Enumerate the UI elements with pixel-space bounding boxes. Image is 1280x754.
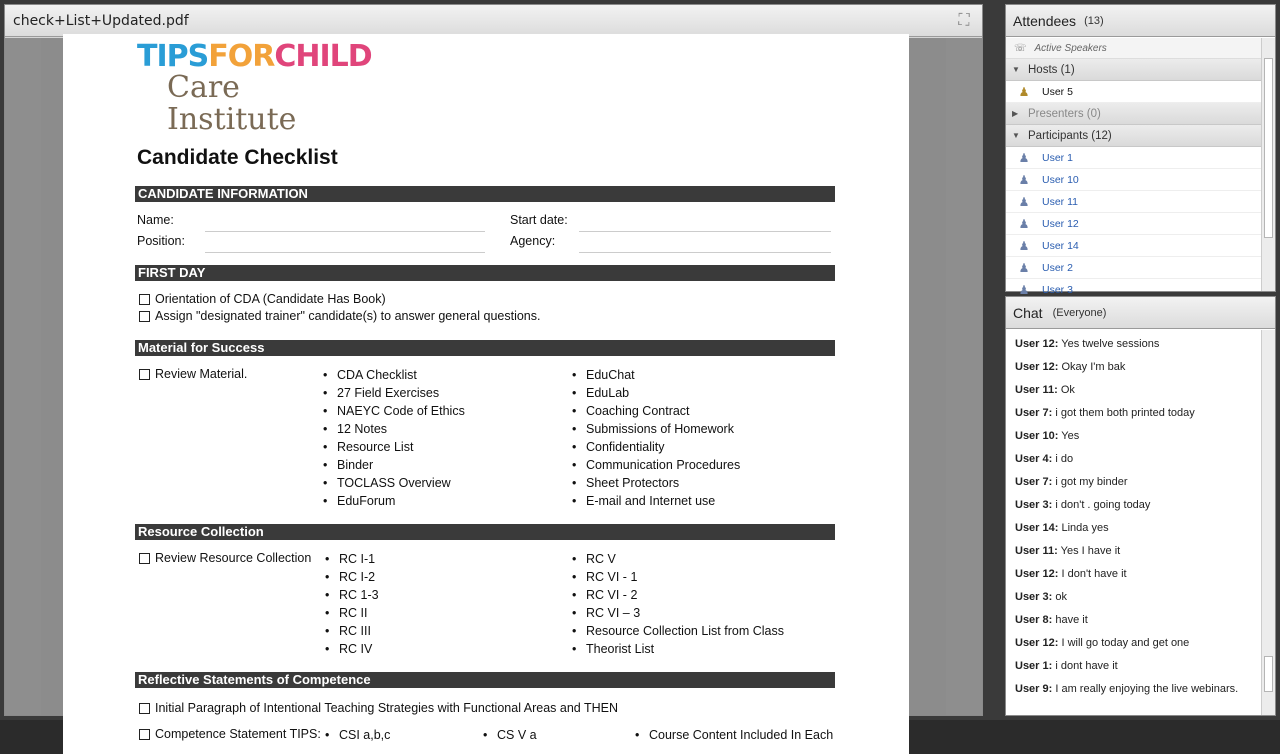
- checkbox: [139, 729, 150, 740]
- expand-triangle-icon: ▼: [1012, 131, 1020, 140]
- chat-scope: (Everyone): [1052, 306, 1107, 319]
- attendee-name: User 14: [1042, 239, 1079, 252]
- name-field-line: [205, 231, 485, 232]
- resource-list-col1: [325, 550, 379, 658]
- participant-user-icon: ♟: [1018, 150, 1030, 165]
- start-date-field-line: [579, 231, 831, 232]
- chat-message: [1006, 425, 1261, 448]
- chat-message: [1006, 494, 1261, 517]
- chat-message: [1006, 655, 1261, 678]
- participant-user-icon: ♟: [1018, 238, 1030, 253]
- list-item: • Theorist List: [572, 640, 784, 658]
- message-sender: User 4:: [1015, 453, 1053, 465]
- document-viewport[interactable]: [5, 38, 982, 742]
- chat-header: [1006, 297, 1275, 329]
- message-sender: User 12:: [1015, 637, 1059, 649]
- attendees-scrollbar[interactable]: [1261, 38, 1275, 291]
- message-sender: User 3:: [1015, 591, 1053, 603]
- pdf-page: [63, 34, 909, 754]
- chat-message: [1006, 609, 1261, 632]
- message-text: have it: [1055, 614, 1088, 626]
- message-text: Yes: [1061, 430, 1080, 442]
- attendee-row[interactable]: [1006, 81, 1261, 103]
- participant-user-icon: ♟: [1018, 260, 1030, 275]
- message-sender: User 3:: [1015, 499, 1053, 511]
- message-sender: User 7:: [1015, 476, 1053, 488]
- message-text: i do: [1055, 453, 1074, 465]
- chat-scrollbar[interactable]: [1261, 330, 1275, 715]
- message-text: Yes twelve sessions: [1061, 338, 1160, 350]
- attendee-name: User 2: [1042, 261, 1073, 274]
- list-item: • RC 1-3: [325, 586, 379, 604]
- resource-list-col2: [572, 550, 784, 658]
- attendee-name: User 12: [1042, 217, 1079, 230]
- group-participants[interactable]: [1006, 125, 1261, 147]
- chat-message: [1006, 333, 1261, 356]
- section-first-day: FIRST DAY: [135, 265, 835, 281]
- list-item: • Coaching Contract: [572, 402, 740, 420]
- first-day-item: Orientation of CDA (Candidate Has Book): [155, 292, 386, 306]
- list-item: • EduChat: [572, 366, 740, 384]
- attendee-row[interactable]: [1006, 147, 1261, 169]
- field-label-start-date: Start date:: [510, 213, 568, 227]
- attendee-row[interactable]: [1006, 191, 1261, 213]
- chat-message: [1006, 379, 1261, 402]
- list-item: • EduForum: [323, 492, 465, 510]
- checkbox: [139, 311, 150, 322]
- chat-message: [1006, 586, 1261, 609]
- viewport-gutter-right: [946, 38, 982, 715]
- attendee-row[interactable]: [1006, 257, 1261, 279]
- attendee-name: User 1: [1042, 151, 1073, 164]
- list-item: • RC I-1: [325, 550, 379, 568]
- message-sender: User 12:: [1015, 361, 1059, 373]
- logo-text-for: FOR: [208, 39, 275, 74]
- checkbox: [139, 703, 150, 714]
- participant-user-icon: ♟: [1018, 282, 1030, 297]
- attendee-name: User 5: [1042, 85, 1073, 98]
- list-item: • Binder: [323, 456, 465, 474]
- message-sender: User 1:: [1015, 660, 1053, 672]
- message-sender: User 11:: [1015, 545, 1058, 557]
- attendee-name: User 10: [1042, 173, 1079, 186]
- message-text: I am really enjoying the live webinars.: [1055, 683, 1239, 695]
- reflective-item: Competence Statement TIPS:: [155, 727, 321, 741]
- list-item: • RC VI – 3: [572, 604, 784, 622]
- chat-message: [1006, 402, 1261, 425]
- participant-user-icon: ♟: [1018, 172, 1030, 187]
- list-item: • NAEYC Code of Ethics: [323, 402, 465, 420]
- list-item: • EduLab: [572, 384, 740, 402]
- agency-field-line: [579, 252, 831, 253]
- checkbox: [139, 553, 150, 564]
- list-item: • CDA Checklist: [323, 366, 465, 384]
- material-list-col2: [572, 366, 740, 510]
- list-item: • Resource List: [323, 438, 465, 456]
- tips-for-child-logo: [137, 39, 377, 137]
- scrollbar-thumb[interactable]: [1264, 656, 1273, 692]
- list-item: • RC V: [572, 550, 784, 568]
- phone-icon: ☏: [1014, 42, 1027, 54]
- message-text: i don't . going today: [1055, 499, 1151, 511]
- fullscreen-icon[interactable]: ⛶: [958, 11, 970, 29]
- attendees-title: Attendees: [1013, 12, 1077, 29]
- attendees-count: (13): [1084, 14, 1104, 27]
- list-item: • RC IV: [325, 640, 379, 658]
- participant-user-icon: ♟: [1018, 216, 1030, 231]
- material-check-label: Review Material.: [155, 367, 248, 381]
- field-label-agency: Agency:: [510, 234, 556, 248]
- section-reflective-statements: Reflective Statements of Competence: [135, 672, 835, 688]
- attendee-name: User 3: [1042, 283, 1073, 296]
- resource-check-label: Review Resource Collection: [155, 551, 312, 565]
- first-day-item: Assign "designated trainer" candidate(s) to answer general questions.: [155, 309, 541, 323]
- reflective-bullet: [325, 726, 390, 744]
- message-text: Ok: [1060, 384, 1075, 396]
- list-item: • Confidentiality: [572, 438, 740, 456]
- active-speakers-row: [1006, 38, 1261, 59]
- material-list-col1: [323, 366, 465, 510]
- section-resource-collection: Resource Collection: [135, 524, 835, 540]
- message-text: Yes I have it: [1060, 545, 1121, 557]
- checkbox: [139, 294, 150, 305]
- chat-message: [1006, 563, 1261, 586]
- message-text: i got my binder: [1055, 476, 1128, 488]
- list-item: • Communication Procedures: [572, 456, 740, 474]
- section-candidate-information: CANDIDATE INFORMATION: [135, 186, 835, 202]
- group-label: Hosts (1): [1028, 63, 1075, 76]
- checkbox: [139, 369, 150, 380]
- viewport-gutter-left: [5, 38, 41, 715]
- logo-text-tips: TIPS: [137, 39, 209, 74]
- list-item: • Submissions of Homework: [572, 420, 740, 438]
- attendees-pod: [1005, 4, 1276, 297]
- scrollbar-thumb[interactable]: [1264, 58, 1273, 238]
- message-text: ok: [1055, 591, 1067, 603]
- list-item: • RC III: [325, 622, 379, 640]
- section-material-for-success: Material for Success: [135, 340, 835, 356]
- chat-message: [1006, 448, 1261, 471]
- message-text: i dont have it: [1055, 660, 1118, 672]
- message-sender: User 12:: [1015, 338, 1059, 350]
- chat-message: [1006, 540, 1261, 563]
- chat-message: [1006, 517, 1261, 540]
- page-heading: Candidate Checklist: [137, 146, 338, 169]
- document-title: check+List+Updated.pdf: [13, 12, 189, 29]
- list-item: • TOCLASS Overview: [323, 474, 465, 492]
- message-sender: User 8:: [1015, 614, 1053, 626]
- message-sender: User 10:: [1015, 430, 1059, 442]
- chat-pod: [1005, 296, 1276, 716]
- active-speakers-label: Active Speakers: [1034, 42, 1107, 54]
- message-sender: User 11:: [1015, 384, 1058, 396]
- list-item: • Resource Collection List from Class: [572, 622, 784, 640]
- chat-message: [1006, 356, 1261, 379]
- list-item: • 27 Field Exercises: [323, 384, 465, 402]
- chat-message: [1006, 632, 1261, 655]
- attendee-row[interactable]: [1006, 169, 1261, 191]
- list-item: • RC VI - 2: [572, 586, 784, 604]
- list-item: • RC VI - 1: [572, 568, 784, 586]
- expand-triangle-icon: ▼: [1012, 65, 1020, 74]
- document-titlebar: [5, 5, 982, 37]
- chat-messages: [1006, 330, 1261, 715]
- list-item: • CSI a,b,c: [325, 726, 390, 744]
- list-item: • Course Content Included In Each: [635, 726, 833, 744]
- attendee-row[interactable]: [1006, 213, 1261, 235]
- message-sender: User 9:: [1015, 683, 1053, 695]
- list-item: • Sheet Protectors: [572, 474, 740, 492]
- attendee-name: User 11: [1042, 195, 1078, 208]
- reflective-item: Initial Paragraph of Intentional Teaching Strategies with Functional Areas and THEN: [155, 701, 619, 715]
- host-user-icon: ♟: [1018, 84, 1030, 99]
- attendees-header: [1006, 5, 1275, 37]
- position-field-line: [205, 252, 485, 253]
- list-item: • RC I-2: [325, 568, 379, 586]
- participant-user-icon: ♟: [1018, 194, 1030, 209]
- collapsed-triangle-icon: ▶: [1012, 109, 1019, 118]
- list-item: • E-mail and Internet use: [572, 492, 740, 510]
- message-sender: User 7:: [1015, 407, 1053, 419]
- attendee-row[interactable]: [1006, 235, 1261, 257]
- group-label: Presenters (0): [1028, 107, 1101, 120]
- field-label-name: Name:: [137, 213, 174, 227]
- chat-message: [1006, 678, 1261, 701]
- message-sender: User 12:: [1015, 568, 1059, 580]
- logo-subtitle: Care Institute: [167, 70, 297, 137]
- chat-title: Chat: [1013, 304, 1043, 321]
- message-text: I will go today and get one: [1061, 637, 1190, 649]
- field-label-position: Position:: [137, 234, 185, 248]
- logo-text-child: CHILD: [274, 39, 372, 74]
- list-item: • CS V a: [483, 726, 537, 744]
- list-item: • RC II: [325, 604, 379, 622]
- reflective-bullet: [635, 726, 833, 744]
- message-text: Linda yes: [1061, 522, 1109, 534]
- message-text: i got them both printed today: [1055, 407, 1195, 419]
- reflective-bullet: [483, 726, 537, 744]
- message-sender: User 14:: [1015, 522, 1059, 534]
- message-text: I don't have it: [1061, 568, 1127, 580]
- list-item: • 12 Notes: [323, 420, 465, 438]
- document-pod: [4, 4, 983, 742]
- attendee-list: [1006, 38, 1261, 297]
- message-text: Okay I'm bak: [1061, 361, 1126, 373]
- chat-message: [1006, 471, 1261, 494]
- group-hosts[interactable]: [1006, 59, 1261, 81]
- group-label: Participants (12): [1028, 129, 1112, 142]
- group-presenters[interactable]: [1006, 103, 1261, 125]
